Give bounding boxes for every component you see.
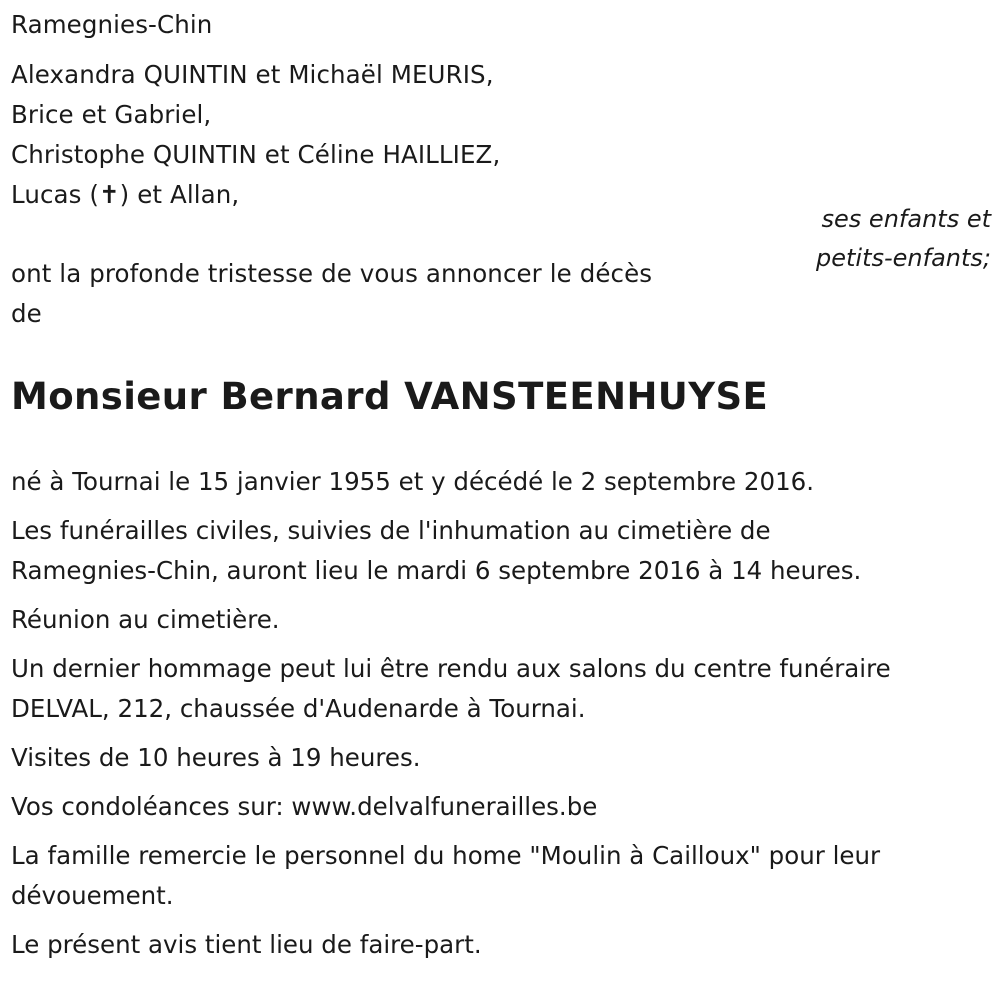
family-line: Lucas (✝) et Allan, [11,180,240,209]
condolences-text [11,787,991,827]
announcement [11,254,731,334]
text-line: DELVAL, 212, chaussée d'Audenarde à Tournai. [11,694,586,723]
family-line: Brice et Gabriel, [11,100,212,129]
text-line: Le présent avis tient lieu de faire-part. [11,930,482,959]
thanks-text [11,836,991,916]
text-line: Visites de 10 heures à 19 heures. [11,743,421,772]
text-line: Un dernier hommage peut lui être rendu aux salons du centre funéraire [11,654,891,683]
relation-line: petits-enfants; [816,244,991,272]
closing-text [11,925,991,965]
family-list [11,55,500,215]
deceased-name: Monsieur Bernard VANSTEENHUYSE [11,375,769,418]
family-line: Christophe QUINTIN et Céline HAILLIEZ, [11,140,501,169]
text-line: Vos condoléances sur: www.delvalfunerailles.be [11,792,598,821]
visits-text [11,738,991,778]
birth-death-text [11,462,991,502]
meeting-text [11,600,991,640]
details [11,462,991,974]
family-line: Alexandra QUINTIN et Michaël MEURIS, [11,60,494,89]
text-line: Réunion au cimetière. [11,605,280,634]
announcement-line: de [11,299,42,328]
text-line: Ramegnies-Chin, auront lieu le mardi 6 septembre 2016 à 14 heures. [11,556,862,585]
announcement-line: ont la profonde tristesse de vous annoncer le décès [11,259,653,288]
place-name: Ramegnies-Chin [11,10,213,39]
text-line: dévouement. [11,881,174,910]
relation-line: ses enfants et [821,205,991,233]
text-line: né à Tournai le 15 janvier 1955 et y décédé le 2 septembre 2016. [11,467,815,496]
tribute-text [11,649,991,729]
text-line: Les funérailles civiles, suivies de l'inhumation au cimetière de [11,516,771,545]
family-relation [816,200,991,278]
funeral-text [11,511,991,591]
text-line: La famille remercie le personnel du home "Moulin à Cailloux" pour leur [11,841,881,870]
